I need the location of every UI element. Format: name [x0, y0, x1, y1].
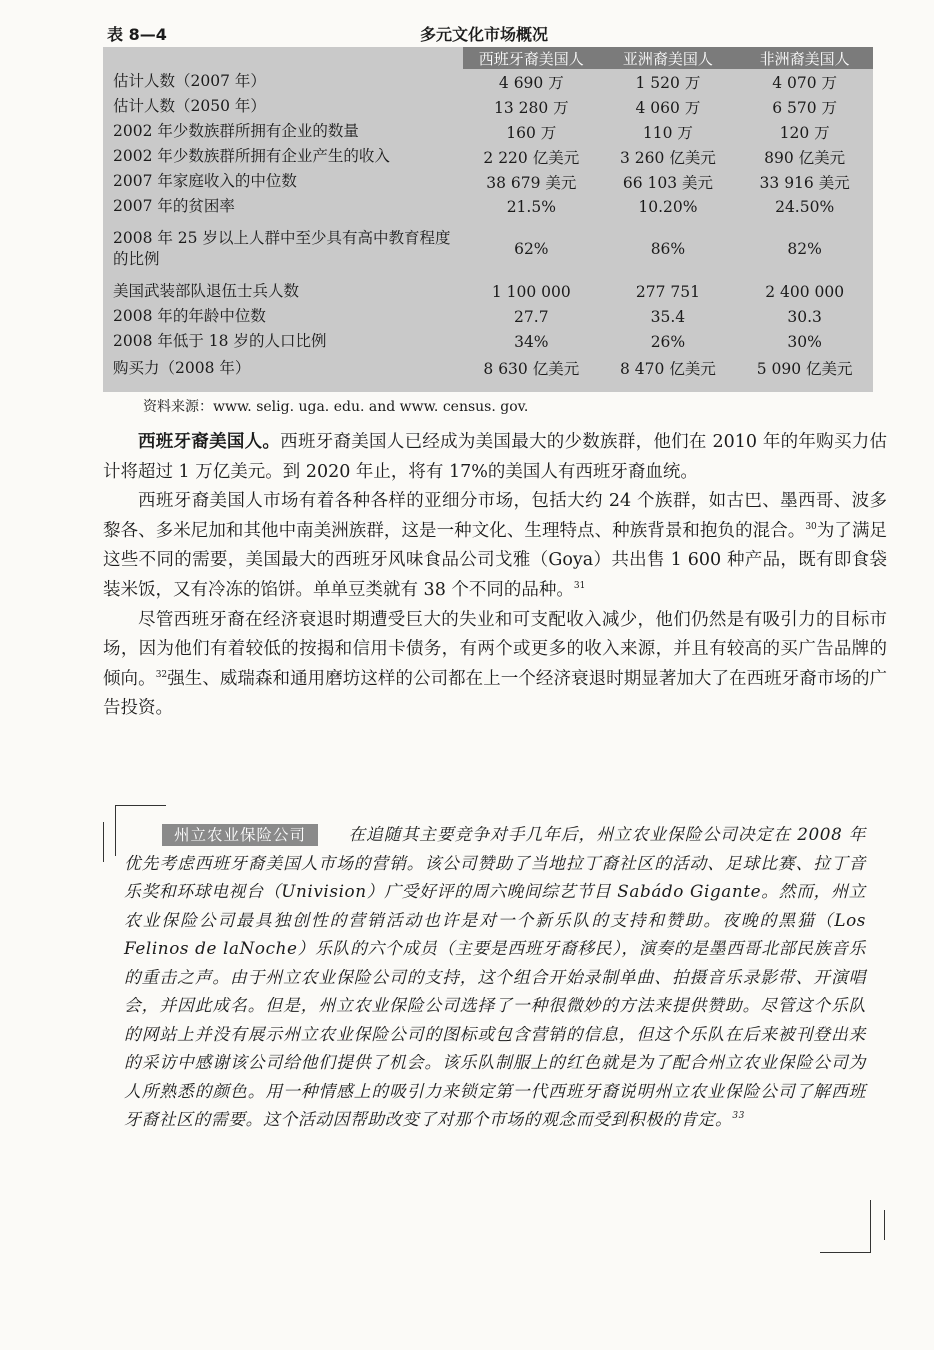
case-box-corner-bottom-right-offset	[870, 1210, 885, 1240]
table-cell: 110 万	[642, 123, 693, 142]
table-row	[103, 279, 873, 304]
paragraph-text: 西班牙裔美国人已经成为美国最大的少数族群，他们在 2010 年的年购买力估计将超过 1 万亿美元。到 2020 年止，将有 17%的美国人有西班牙裔血统。	[103, 432, 887, 482]
table-cell: 5 090 亿美元	[756, 360, 853, 378]
case-study-box	[124, 820, 866, 1134]
table-cell: 2 400 000	[765, 282, 845, 301]
table-cell: 8 470 亿美元	[620, 360, 716, 378]
paragraph	[103, 428, 887, 487]
table-cell: 27.7	[514, 307, 549, 326]
paragraph-text: 尽管西班牙裔在经济衰退时期遭受巨大的失业和可支配收入减少，他们仍然是有吸引力的目标市场，因为他们有着较低的按揭和信用卡债务，有两个或更多的收入来源，并且有较高的买广告品牌的倾向。	[103, 609, 887, 689]
table-title	[0, 22, 934, 45]
row-label: 2008 年 25 岁以上人群中至少具有高中教育程度的比例	[113, 229, 451, 268]
row-label: 2002 年少数族群所拥有企业产生的收入	[113, 147, 390, 165]
table-row	[103, 94, 873, 119]
table-row	[103, 304, 873, 329]
table-cell: 24.50%	[775, 197, 835, 216]
table-cell: 277 751	[635, 282, 700, 301]
paragraph-text: 为了满足这些不同的需要，美国最大的西班牙风味食品公司戈雅（Goya）共出售 1 600 种产品，既有即食袋装米饭，又有冷冻的馅饼。单单豆类就有 38 个不同的品种。	[103, 520, 887, 600]
row-label: 2002 年少数族群所拥有企业的数量	[113, 122, 359, 140]
table-cell: 160 万	[506, 123, 557, 142]
table-row	[103, 169, 873, 194]
table-row	[103, 69, 873, 94]
table-cell: 86%	[650, 240, 686, 258]
table-label: 表 8—4	[107, 25, 167, 44]
table-row	[103, 144, 873, 169]
table-cell: 30.3	[787, 307, 822, 326]
table-cell: 13 280 万	[493, 98, 569, 117]
case-text: 在追随其主要竞争对手几年后，州立农业保险公司决定在 2008 年优先考虑西班牙裔美国人市场的营销。该公司赞助了当地拉丁裔社区的活动、足球比赛、拉丁音乐奖和环球电视台（Univision）广受好评的周六晚间综艺节目 Sabádo Gigante。然而，州立农业保险公司最具独创性的营销活动也许是对一个新乐队的支持和赞助。夜晚的黑猫（Los Felinos de laNoche）乐队的六个成员（主要是西班牙裔移民），演奏的是墨西哥北部民族音乐的重击之声。由于州立农业保险公司的支持，这个组合开始录制单曲、拍摄音乐录影带、开演唱会，并因此成名。但是，州立农业保险公司选择了一种很微妙的方法来提供赞助。尽管这个乐队的网站上并没有展示州立农业保险公司的图标或包含营销的信息，但这个乐队在后来被刊登出来的采访中感谢该公司给他们提供了机会。该乐队制服上的红色就是为了配合州立农业保险公司为人所熟悉的颜色。用一种情感上的吸引力来锁定第一代西班牙裔说明州立农业保险公司了解西班牙裔社区的需要。这个活动因帮助改变了对那个市场的观念而受到积极的肯定。	[124, 824, 866, 1129]
case-box-corner-bottom-right	[820, 1200, 871, 1253]
table-cell: 1 100 000	[491, 282, 571, 301]
table-cell: 34%	[514, 332, 549, 351]
footnote-ref: 33	[732, 1111, 746, 1121]
table-row	[103, 119, 873, 144]
table-source-note: 资料来源：www. selig. uga. edu. and www. census. gov.	[143, 399, 529, 415]
table-cell: 8 630 亿美元	[483, 360, 580, 378]
table-cell: 30%	[787, 332, 822, 351]
case-paragraph	[124, 820, 866, 1134]
column-header-hispanic: 西班牙裔美国人	[463, 47, 600, 69]
row-label: 估计人数（2007 年）	[113, 72, 266, 90]
paragraph	[103, 606, 887, 724]
row-label: 购买力（2008 年）	[113, 358, 251, 377]
paragraph-text: 西班牙裔美国人市场有着各种各样的亚细分市场，包括大约 24 个族群，如古巴、墨西哥、波多黎各、多米尼加和其他中南美洲族群，这是一种文化、生理特点、种族背景和抱负的混合。	[103, 491, 887, 541]
table-cell: 10.20%	[638, 197, 698, 216]
table-cell: 2 220 亿美元	[483, 148, 580, 167]
table-cell: 4 690 万	[498, 73, 564, 92]
column-header-african: 非洲裔美国人	[736, 47, 873, 69]
table-header-row	[103, 47, 873, 69]
paragraph-heading: 西班牙裔美国人。	[138, 432, 281, 452]
table-cell: 82%	[787, 240, 822, 258]
row-label: 估计人数（2050 年）	[113, 97, 266, 115]
table-cell: 26%	[650, 332, 686, 351]
table-cell: 4 060 万	[635, 98, 701, 117]
header-blank-cell	[103, 47, 463, 69]
footnote-ref: 30	[805, 521, 817, 532]
table-cell: 35.4	[650, 307, 686, 326]
table-cell: 62%	[514, 240, 549, 258]
table-cell: 33 916 美元	[759, 173, 850, 192]
table-row	[103, 194, 873, 219]
table-row	[103, 219, 873, 279]
table-cell: 1 520 万	[635, 73, 701, 92]
table-cell: 4 070 万	[772, 73, 838, 92]
body-text	[103, 428, 887, 724]
table-cell: 120 万	[779, 123, 830, 142]
row-label: 2007 年家庭收入的中位数	[113, 172, 297, 190]
table-row	[103, 329, 873, 354]
paragraph-text: 强生、威瑞森和通用磨坊这样的公司都在上一个经济衰退时期显著加大了在西班牙裔市场的广告投资。	[103, 668, 888, 719]
footnote-ref: 32	[155, 669, 168, 680]
footnote-ref: 31	[573, 580, 586, 591]
table-title-text: 多元文化市场概况	[419, 25, 548, 44]
table-cell: 21.5%	[506, 197, 556, 216]
row-label: 2008 年的年龄中位数	[113, 307, 266, 325]
stats-table	[103, 47, 873, 382]
row-label: 美国武装部队退伍士兵人数	[113, 282, 300, 300]
table-cell: 66 103 美元	[622, 173, 713, 192]
table-cell: 890 亿美元	[764, 148, 846, 167]
table-row	[103, 354, 873, 382]
row-label: 2008 年低于 18 岁的人口比例	[113, 332, 327, 350]
table-cell: 6 570 万	[772, 98, 838, 117]
table-cell: 38 679 美元	[486, 173, 577, 192]
column-header-asian: 亚洲裔美国人	[600, 47, 737, 69]
paragraph	[103, 487, 887, 605]
table-cell: 3 260 亿美元	[620, 148, 716, 167]
case-tag: 州立农业保险公司	[162, 824, 318, 846]
row-label: 2007 年的贫困率	[113, 197, 235, 215]
stats-table-container	[103, 47, 873, 392]
case-box-corner-top-left-offset	[103, 822, 116, 862]
